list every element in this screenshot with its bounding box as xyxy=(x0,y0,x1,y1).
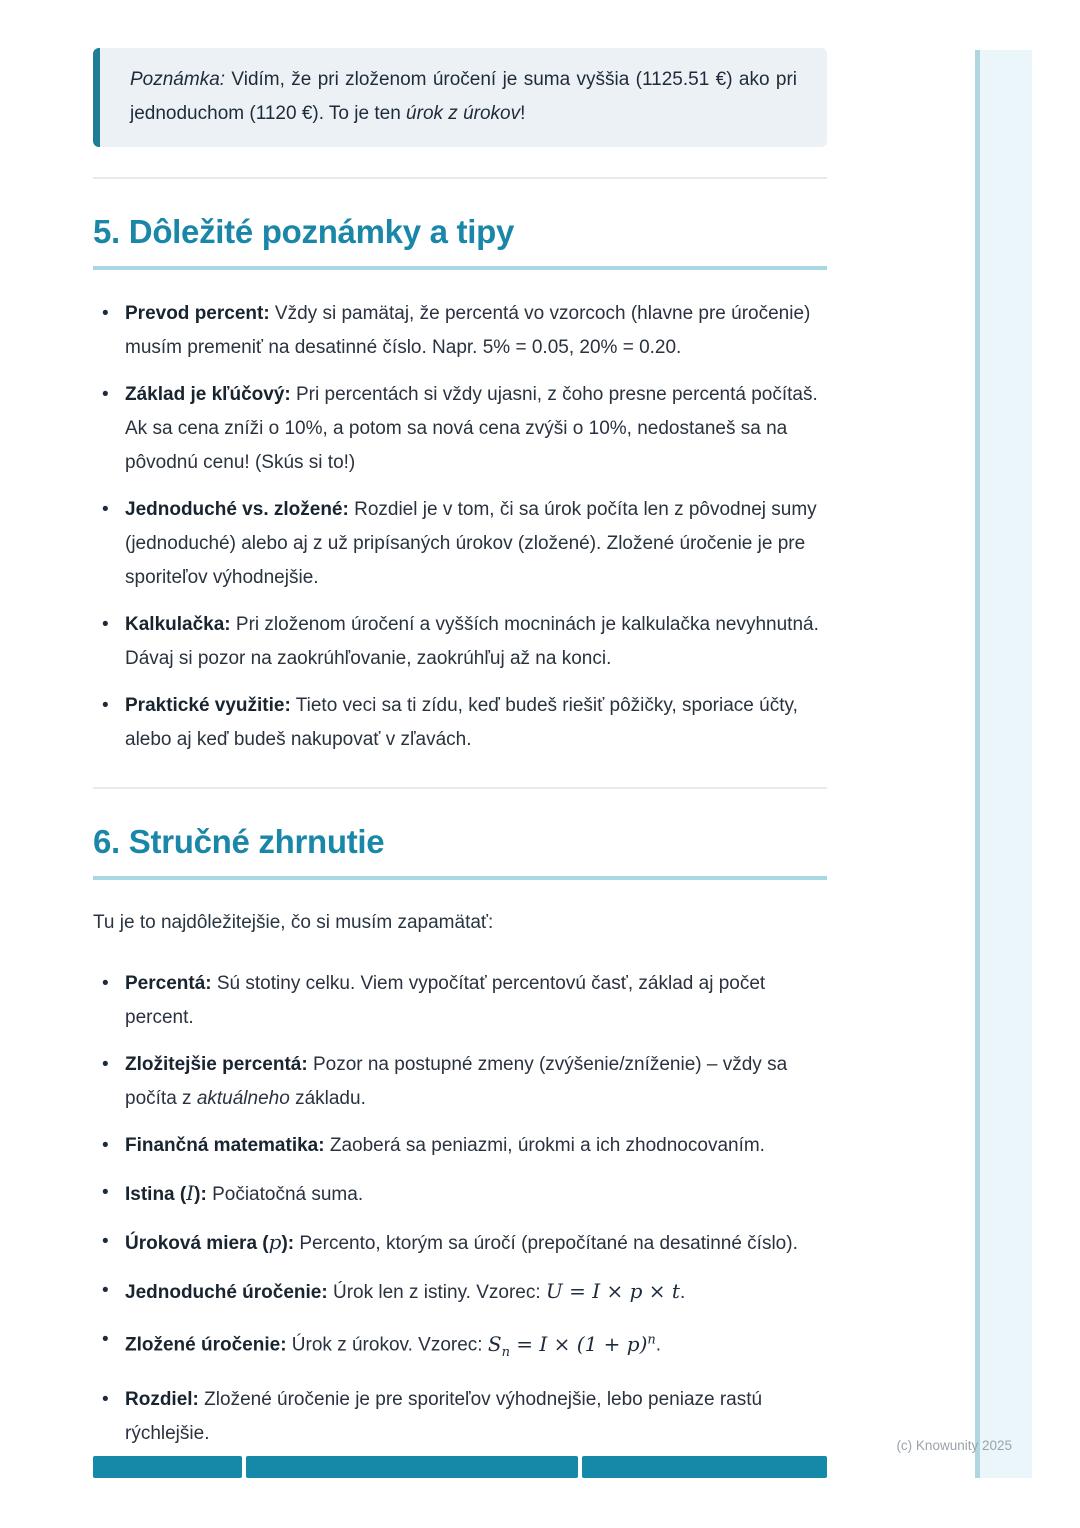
list-item xyxy=(93,1274,827,1310)
math-subscript: n xyxy=(501,1344,510,1360)
note-text: Vidím, že pri zloženom úročení je suma vyššia (1125.51 €) ako pri jednoduchom (1120 €). To je ten xyxy=(130,69,797,124)
item-italic-word: aktuálneho xyxy=(196,1088,290,1109)
item-text: Počiatočná suma. xyxy=(206,1184,364,1205)
footer-bar xyxy=(93,1456,827,1478)
item-text: základu. xyxy=(289,1088,366,1109)
item-lead: Základ je kľúčový: xyxy=(125,384,291,405)
math-formula-simple-interest: U = I × p × t xyxy=(545,1279,680,1303)
note-label: Poznámka: xyxy=(130,69,226,90)
section5-title: 5. Dôležité poznámky a tipy xyxy=(93,213,827,270)
item-text: . xyxy=(679,1282,686,1303)
note-tail: ! xyxy=(520,103,526,124)
section6-list xyxy=(93,967,827,1451)
item-lead: Praktické využitie: xyxy=(125,695,291,716)
list-item xyxy=(93,1048,827,1116)
list-item xyxy=(93,967,827,1035)
item-text: Pri zloženom úročení a vyšších mocninách je kalkulačka nevyhnutná. Dávaj si pozor na zaokrúhľovanie, zaokrúhľuj až na konci. xyxy=(125,614,819,669)
item-text: Zaoberá sa peniazmi, úrokmi a ich zhodnocovaním. xyxy=(324,1135,765,1156)
math-variable: p xyxy=(268,1230,282,1254)
item-text: Úrok len z istiny. Vzorec: xyxy=(327,1282,546,1303)
item-lead: Jednoduché vs. zložené: xyxy=(125,499,349,520)
section6-title: 6. Stručné zhrnutie xyxy=(93,823,827,880)
item-lead: Zložené úročenie: xyxy=(125,1334,287,1356)
document-content xyxy=(93,0,827,1464)
math-base: S xyxy=(487,1331,502,1356)
footer-bar-segment xyxy=(93,1456,242,1478)
section-divider xyxy=(93,177,827,179)
note-callout xyxy=(93,48,827,147)
list-item xyxy=(93,608,827,676)
item-text: Tieto veci sa ti zídu, keď budeš riešiť pôžičky, sporiace účty, alebo aj keď budeš nakupovať v zľavách. xyxy=(125,695,798,750)
item-lead: Rozdiel: xyxy=(125,1388,199,1410)
list-item xyxy=(93,493,827,595)
list-item xyxy=(93,1176,827,1212)
item-lead: Úroková miera ( xyxy=(125,1233,269,1254)
item-lead: Istina ( xyxy=(125,1184,187,1205)
item-text: Percento, ktorým sa úročí (prepočítané na desatinné číslo). xyxy=(294,1233,798,1254)
list-item xyxy=(93,297,827,365)
item-lead: Zložitejšie percentá: xyxy=(125,1054,308,1075)
list-item xyxy=(93,689,827,757)
section6-intro: Tu je to najdôležitejšie, čo si musím zapamätať: xyxy=(93,912,494,933)
list-item xyxy=(93,1225,827,1261)
list-item xyxy=(93,378,827,480)
footer-bar-segment xyxy=(582,1456,827,1478)
item-lead: Prevod percent: xyxy=(125,303,270,324)
item-text: Úrok z úrokov. Vzorec: xyxy=(286,1334,488,1356)
item-lead: Percentá: xyxy=(125,973,212,994)
math-superscript: n xyxy=(647,1332,656,1347)
list-item xyxy=(93,1383,827,1451)
item-text: Zložené úročenie je pre sporiteľov výhodnejšie, lebo peniaze rastú rýchlejšie. xyxy=(125,1388,763,1444)
footer-bar-segment xyxy=(246,1456,578,1478)
section-divider xyxy=(93,787,827,789)
copyright-text: (c) Knowunity 2025 xyxy=(896,1438,1012,1453)
math-formula-compound-interest xyxy=(487,1331,656,1360)
item-lead: ): xyxy=(194,1184,207,1205)
item-lead: Finančná matematika: xyxy=(125,1135,325,1156)
math-variable: I xyxy=(186,1181,195,1205)
list-item xyxy=(93,1323,827,1370)
section5-list xyxy=(93,297,827,757)
item-text: Vždy si pamätaj, že percentá vo vzorcoch (hlavne pre úročenie) musím premeniť na desatinné číslo. Napr. 5% = 0.05, 20% = 0.20. xyxy=(125,303,811,358)
item-lead: ): xyxy=(281,1233,295,1254)
note-italic-phrase: úrok z úrokov xyxy=(406,103,521,124)
item-text: Pri percentách si vždy ujasni, z čoho presne percentá počítaš. Ak sa cena zníži o 10%, a potom sa nová cena zvýši o 10%, nedostaneš sa na pôvodnú cenu! (Skús si to!) xyxy=(125,384,818,473)
item-text: Pozor na postupné zmeny (zvýšenie/zníženie) – vždy sa počíta z xyxy=(125,1054,788,1109)
item-lead: Kalkulačka: xyxy=(125,614,231,635)
item-text: Rozdiel je v tom, či sa úrok počíta len z pôvodnej sumy (jednoduché) alebo aj z už pripísaných úrokov (zložené). Zložené úročenie je pre sporiteľov výhodnejšie. xyxy=(125,499,817,588)
page-edge-strip xyxy=(975,50,1032,1478)
item-text: Sú stotiny celku. Viem vypočítať percentovú časť, základ aj počet percent. xyxy=(125,973,766,1028)
list-item xyxy=(93,1129,827,1163)
math-mid: = I × (1 + p) xyxy=(509,1331,648,1356)
item-text: . xyxy=(655,1334,662,1356)
item-lead: Jednoduché úročenie: xyxy=(125,1282,328,1303)
